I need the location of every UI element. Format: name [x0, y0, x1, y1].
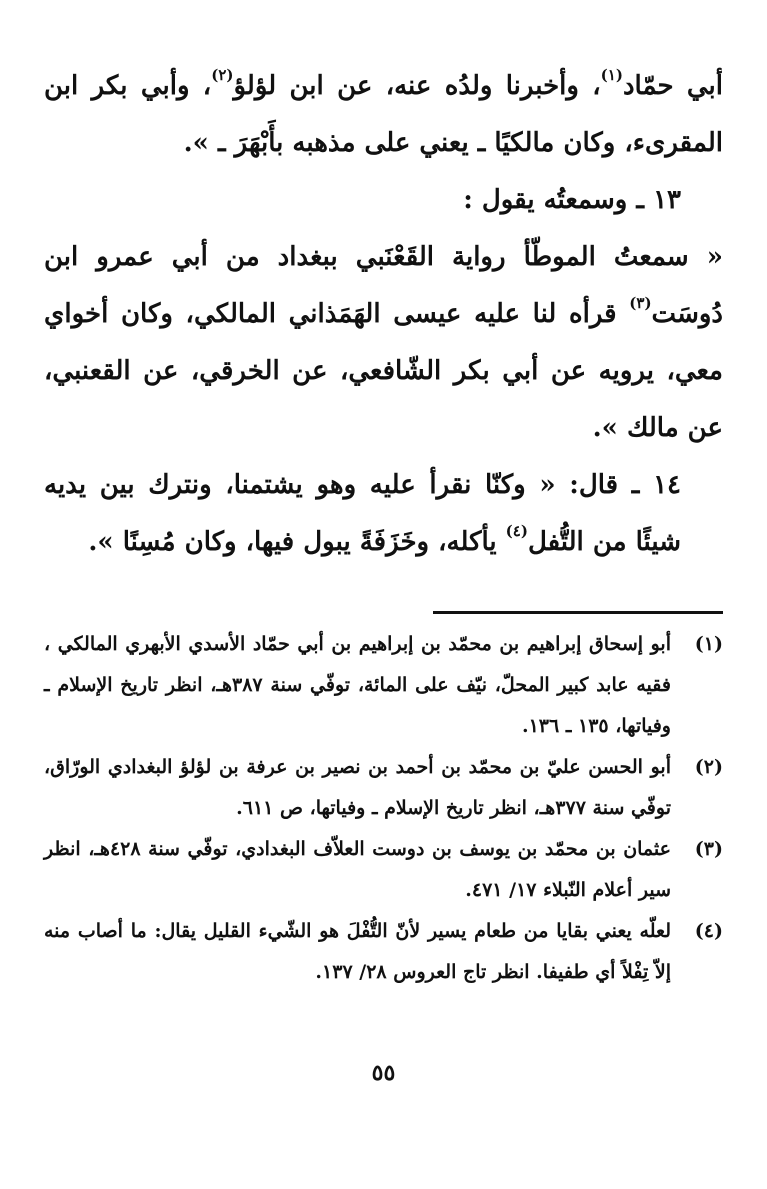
footnote-ref-3: (٣) [629, 294, 652, 313]
footnotes [44, 624, 723, 993]
section-14-paragraph [44, 457, 723, 571]
text-run: يأكله، وخَزَفَةً يبول فيها، وكان مُسِنًا ». [88, 527, 506, 557]
footnote-mark: (٢) [694, 756, 723, 778]
section-number: ١٣ ـ [636, 185, 681, 215]
footnote-4 [44, 911, 723, 993]
footnote-1 [44, 624, 723, 747]
footnote-ref-1: (١) [600, 66, 623, 85]
text-run: أبي حمّاد [622, 71, 723, 101]
footnote-text: عثمان بن محمّد بن يوسف بن دوست العلاّف البغدادي، توفّي سنة ٤٢٨هـ، انظر سير أعلام النّبلاء ١٧/ ٤٧١. [44, 838, 671, 901]
footnote-text: لعلّه يعني بقايا من طعام يسير لأنّ التُّفْلَ هو الشّيء القليل يقال: ما أصاب منه إلاّ تِفْلاً أي طفيفا. انظر تاج العروس ٢٨/ ١٣٧. [44, 920, 671, 983]
footnote-text: أبو الحسن عليّ بن محمّد بن أحمد بن نصير بن عرفة بن لؤلؤ البغدادي الورّاق، توفّي سنة ٣٧٧هـ، انظر تاريخ الإسلام ـ وفياتها، ص ٦١١. [44, 756, 671, 819]
footnote-2 [44, 747, 723, 829]
footnote-ref-2: (٢) [211, 66, 234, 85]
footnote-text: أبو إسحاق إبراهيم بن محمّد بن إبراهيم بن أبي حمّاد الأسدي الأبهري المالكي ، فقيه عابد كبير المحلّ، نيّف على المائة، توفّي سنة ٣٨٧هـ، انظر تاريخ الإسلام ـ وفياتها، ١٣٥ ـ ١٣٦. [44, 633, 671, 737]
quote-paragraph [44, 229, 723, 457]
footnote-mark: (٤) [694, 920, 723, 942]
section-13-heading [44, 172, 723, 229]
section-text: وسمعتُه يقول : [463, 185, 628, 215]
text-run: « سمعتُ الموطّأ رواية القَعْنَبي ببغداد من أبي عمرو ابن دُوسَت [44, 242, 723, 329]
paragraph-continuation [44, 58, 723, 172]
footnote-ref-4: (٤) [505, 522, 528, 541]
footnote-mark: (٣) [694, 838, 723, 860]
text-run: قرأه لنا عليه عيسى الهَمَذاني المالكي، وكان أخواي معي، يرويه عن أبي بكر الشّافعي، عن الخرقي، عن القعنبي، عن مالك ». [44, 299, 723, 443]
page-number: ٥٥ [371, 1060, 396, 1086]
text-run: ، وأخبرنا ولدُه عنه، عن ابن لؤلؤ [233, 71, 601, 101]
section-number: ١٤ ـ [631, 470, 681, 500]
footnote-divider [433, 611, 723, 614]
main-text [44, 58, 723, 571]
footnote-mark: (١) [694, 633, 723, 655]
footnote-3 [44, 829, 723, 911]
text-run: قال: « وكنّا نقرأ عليه وهو يشتمنا، ونترك بين يديه شيئًا من التُّفل [44, 470, 681, 557]
text-run: ، وأبي بكر ابن المقرىء، وكان مالكيًا ـ يعني على مذهبه بأَبْهَرَ ـ ». [44, 71, 723, 158]
